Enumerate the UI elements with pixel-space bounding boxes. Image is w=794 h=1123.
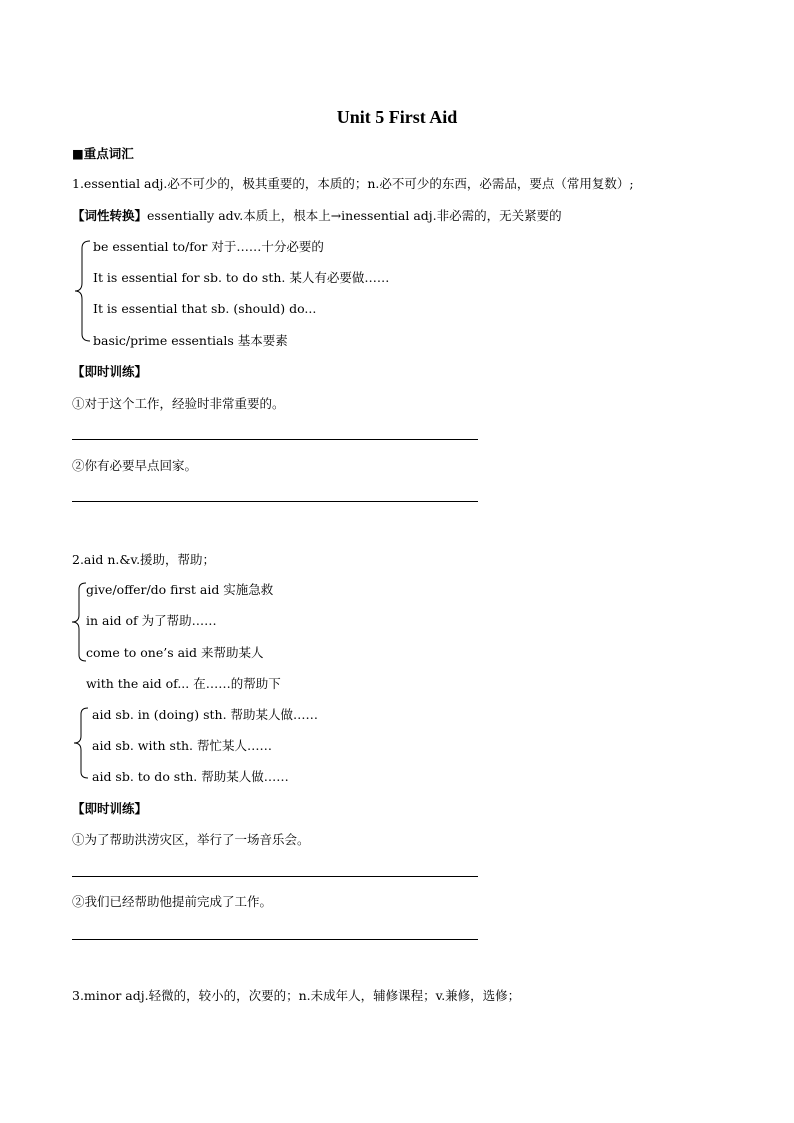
phrase-item: come to one’s aid 来帮助某人 [86,645,264,660]
answer-line[interactable] [72,876,478,877]
phrase-item: aid sb. to do sth. 帮助某人做…… [92,769,289,784]
practice-label: 【即时训练】 [72,801,148,816]
phrase-item: in aid of 为了帮助…… [86,613,217,628]
vocab-entry-minor: 3.minor adj.轻微的，较小的，次要的；n.未成年人，辅修课程；v.兼修，选修； [72,988,521,1003]
phrase-item: be essential to/for 对于……十分必要的 [93,239,324,254]
phrase-item: It is essential for sb. to do sth. 某人有必要做…… [93,270,390,285]
answer-line[interactable] [72,439,478,440]
answer-line[interactable] [72,939,478,940]
exercise-prompt: ②我们已经帮助他提前完成了工作。 [72,894,273,909]
phrase-item: aid sb. in (doing) sth. 帮助某人做…… [92,707,319,722]
page-title: Unit 5 First Aid [336,107,458,127]
exercise-prompt: ①对于这个工作，经验时非常重要的。 [72,396,285,411]
conversion-text: essentially adv.本质上，根本上→inessential adj.非必需的，无关紧要的 [147,208,562,223]
conversion-tag: 【词性转换】 [72,208,148,223]
brace-aid-phrases-b [72,707,94,779]
phrase-item: with the aid of... 在……的帮助下 [86,676,281,691]
phrase-item: It is essential that sb. (should) do... [93,301,317,316]
section-header: ■重点词汇 [72,146,134,161]
exercise-prompt: ①为了帮助洪涝灾区，举行了一场音乐会。 [72,832,310,847]
practice-label: 【即时训练】 [72,364,148,379]
vocab-entry-essential: 1.essential adj.必不可少的，极其重要的，本质的；n.必不可少的东西，必需品，要点（常用复数）; [72,176,634,191]
exercise-prompt: ②你有必要早点回家。 [72,458,198,473]
phrase-item: basic/prime essentials 基本要素 [93,333,288,348]
conversion-line [72,208,562,224]
vocab-entry-aid: 2.aid n.&v.援助，帮助； [72,552,216,567]
phrase-item: give/offer/do first aid 实施急救 [86,582,274,597]
phrase-item: aid sb. with sth. 帮忙某人…… [92,738,272,753]
answer-line[interactable] [72,501,478,502]
brace-essential-phrases [72,240,94,342]
